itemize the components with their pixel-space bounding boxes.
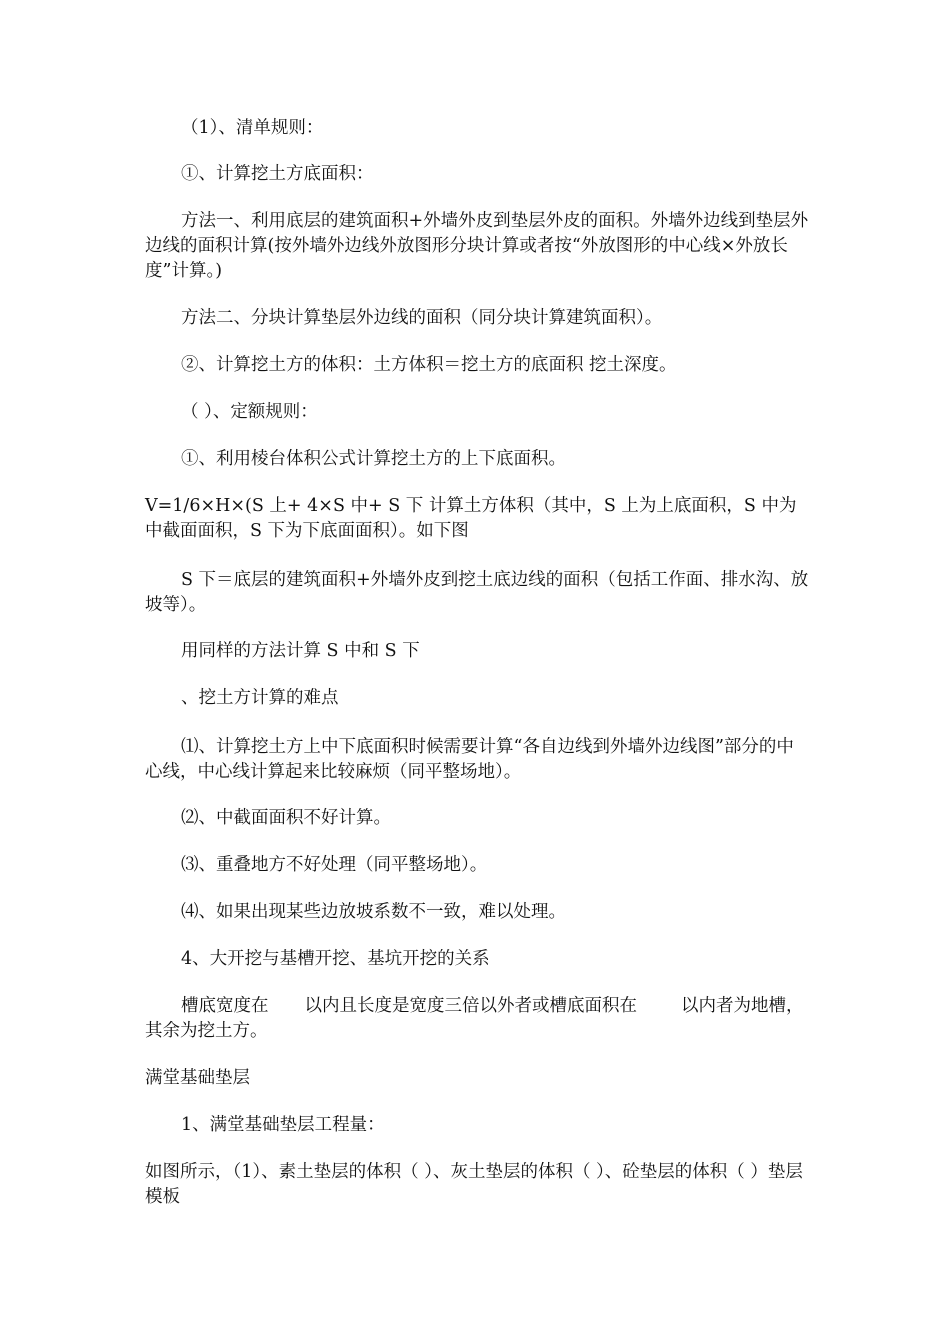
heading-quota-rules: （ ）、定额规则： bbox=[181, 402, 318, 422]
item-volume: ②、计算挖土方的体积：土方体积＝挖土方的底面积 挖土深度。 bbox=[181, 355, 677, 375]
difficulty-2: ⑵、中截面面积不好计算。 bbox=[181, 808, 391, 828]
method-one-paragraph: 方法一、利用底层的建筑面积+外墙外皮到垫层外皮的面积。外墙外边线到垫层外边线的面积计算(按外墙外边线外放图形分块计算或者按“外放图形的中心线×外放长度”计算。) bbox=[145, 211, 809, 281]
difficulty-3: ⑶、重叠地方不好处理（同平整场地）。 bbox=[181, 855, 488, 875]
trench-text-b: 以内且长度是宽度三倍以外者或槽底面积在 bbox=[304, 996, 637, 1016]
trench-text-a: 槽底宽度在 bbox=[181, 996, 269, 1016]
heading-list-rules: （1）、清单规则： bbox=[181, 118, 324, 138]
trench-text-c: 以内者为地槽，其余为挖土方。 bbox=[145, 996, 804, 1041]
same-method-paragraph: 用同样的方法计算 S 中和 S 下 bbox=[181, 641, 420, 661]
raft-cushion-paragraph: 如图所示，（1）、素土垫层的体积（ ）、灰土垫层的体积（ ）、砼垫层的体积（ ）垫层模板 bbox=[145, 1162, 803, 1207]
method-two-paragraph: 方法二、分块计算垫层外边线的面积（同分块计算建筑面积）。 bbox=[181, 308, 663, 328]
heading-excavation-relation: 4、大开挖与基槽开挖、基坑开挖的关系 bbox=[181, 949, 490, 969]
formula-paragraph: V=1/6×H×(S 上+ 4×S 中+ S 下 计算土方体积（其中，S 上为上底面积，S 中为中截面面积，S 下为下底面面积）。如下图 bbox=[145, 496, 797, 541]
heading-difficulties: 、挖土方计算的难点 bbox=[181, 688, 339, 708]
item-frustum-formula: ①、利用棱台体积公式计算挖土方的上下底面积。 bbox=[181, 449, 566, 469]
heading-raft-cushion: 满堂基础垫层 bbox=[145, 1068, 250, 1088]
trench-definition-paragraph bbox=[145, 994, 810, 1044]
raft-cushion-quantity: 1、满堂基础垫层工程量： bbox=[181, 1115, 385, 1135]
difficulty-4: ⑷、如果出现某些边放坡系数不一致，难以处理。 bbox=[181, 902, 566, 922]
difficulty-1: ⑴、计算挖土方上中下底面积时候需要计算“各自边线到外墙外边线图”部分的中心线，中心线计算起来比较麻烦（同平整场地）。 bbox=[145, 737, 794, 782]
item-bottom-area: ①、计算挖土方底面积： bbox=[181, 164, 374, 184]
s-lower-paragraph: S 下＝底层的建筑面积+外墙外皮到挖土底边线的面积（包括工作面、排水沟、放坡等）。 bbox=[145, 570, 809, 615]
